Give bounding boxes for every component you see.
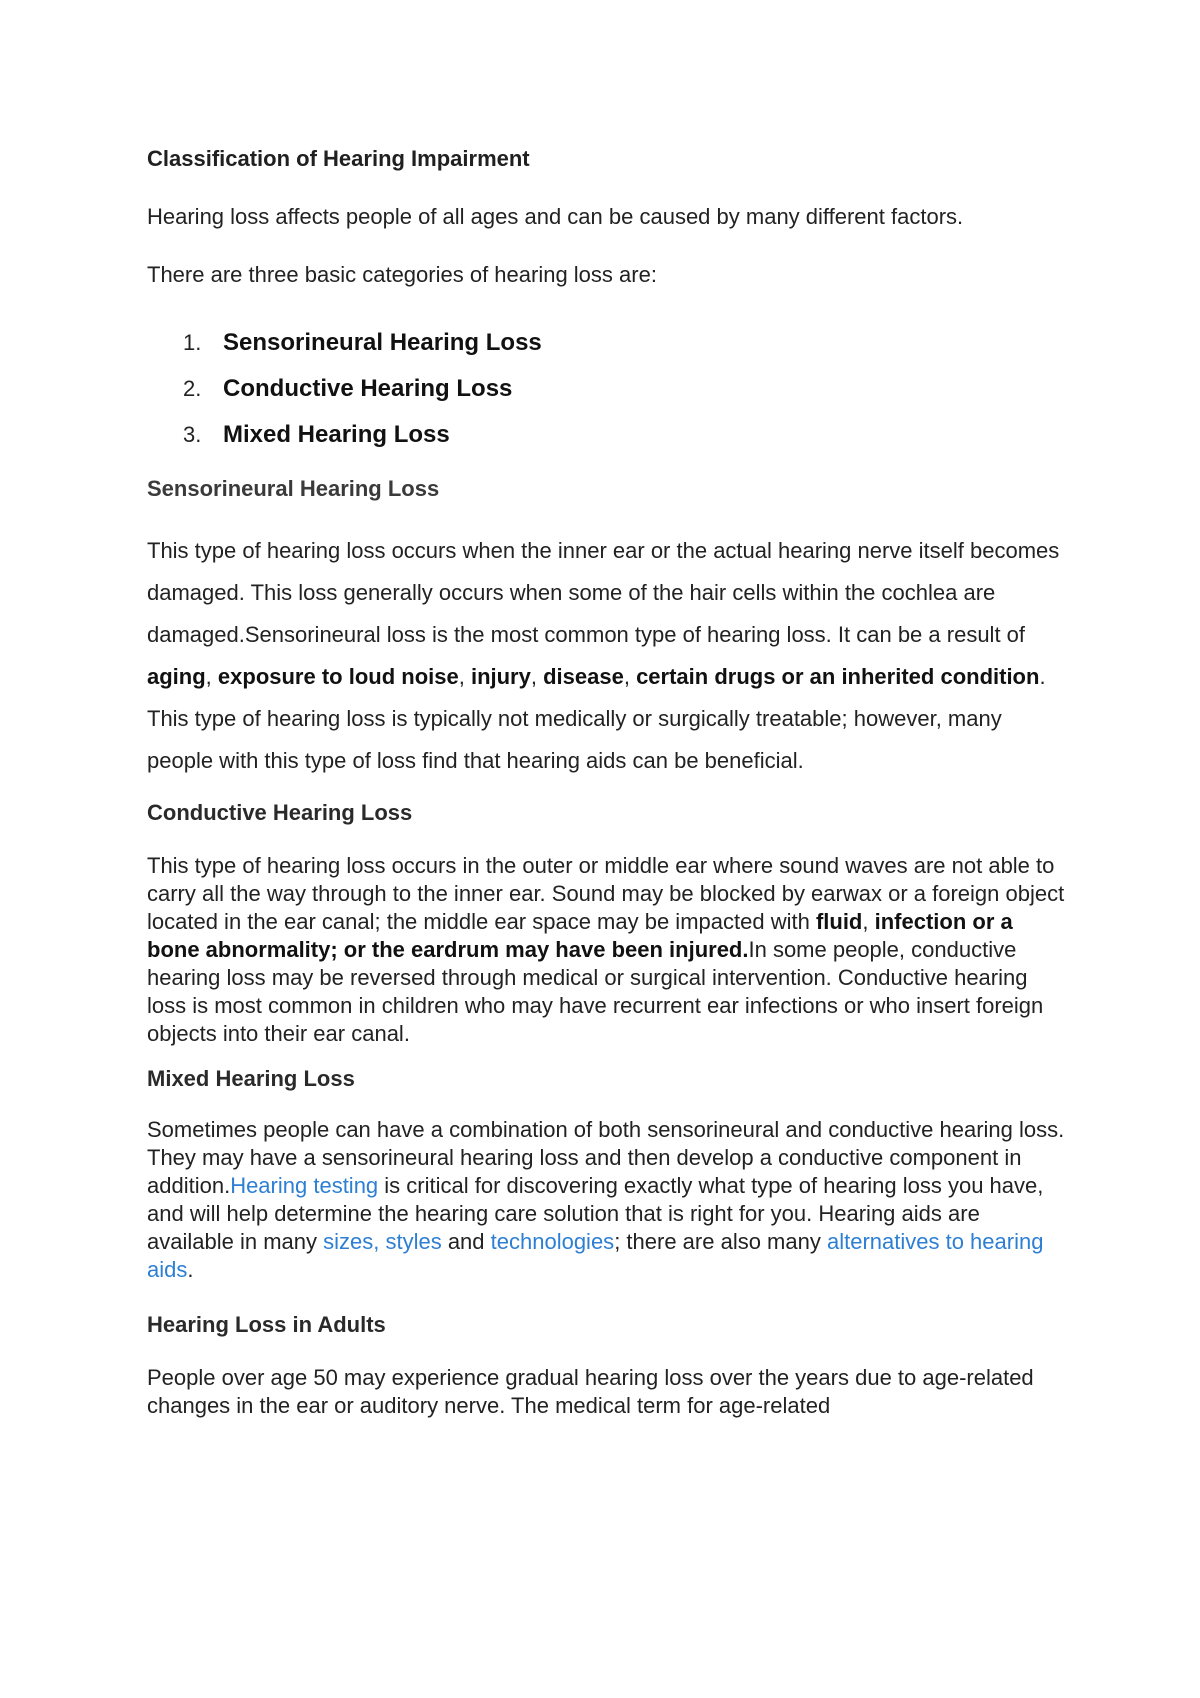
conductive-paragraph xyxy=(147,852,1067,1048)
text-run: In some people, conductive hearing loss may be reversed through medical or surgical intervention. Conductive hearing loss is most common in children who may have recurrent ear infections or who insert foreign objects into their ear canal. xyxy=(147,937,1044,1046)
sizes-styles-link[interactable]: sizes, styles xyxy=(323,1229,442,1254)
text-run: ; there are also many xyxy=(614,1229,827,1254)
text-run: is critical for discovering exactly what type of hearing loss you have, and will help determine the hearing care solution that is right for you. Hearing aids are available in many xyxy=(147,1173,1044,1254)
bold-loud-noise: exposure to loud noise xyxy=(217,664,459,689)
text-run: Sometimes people can have a combination of both sensorineural and conductive hearing loss. They may have a sensorineural hearing loss and then develop a conductive component in addition. xyxy=(147,1117,1065,1198)
list-item-label: Conductive Hearing Loss xyxy=(223,375,513,402)
bold-infection: infection or a bone abnormality; or the eardrum may have been injured. xyxy=(147,909,1013,962)
list-item-label: Mixed Hearing Loss xyxy=(223,421,450,448)
text-run: This type of hearing loss occurs when the inner ear or the actual hearing nerve itself becomes damaged. This loss generally occurs when some of the hair cells within the cochlea are damaged.Sensorineural loss is the most common type of hearing loss. It can be a result of xyxy=(147,538,1060,647)
text-run: , xyxy=(458,664,471,689)
list-item-label: Sensorineural Hearing Loss xyxy=(223,329,542,356)
list-item xyxy=(147,412,1067,458)
document-body xyxy=(147,144,1067,1420)
list-number: 2. xyxy=(183,376,202,401)
bold-aging: aging xyxy=(147,664,206,689)
intro-paragraph: Hearing loss affects people of all ages and can be caused by many different factors. xyxy=(147,204,964,229)
text-run: , xyxy=(205,664,218,689)
list-item xyxy=(147,320,1067,366)
sensorineural-paragraph xyxy=(147,530,1067,782)
mixed-paragraph xyxy=(147,1116,1067,1284)
technologies-link[interactable]: technologies xyxy=(490,1229,615,1254)
bold-fluid: fluid xyxy=(815,909,863,934)
list-number: 3. xyxy=(183,422,202,447)
section-heading-sensorineural: Sensorineural Hearing Loss xyxy=(147,476,440,501)
alternatives-link[interactable]: alternatives to hearing aids xyxy=(147,1229,1044,1282)
section-heading-mixed: Mixed Hearing Loss xyxy=(147,1066,355,1091)
text-run: , xyxy=(862,909,875,934)
text-run: , xyxy=(530,664,544,689)
bold-drugs-condition: certain drugs or an inherited condition xyxy=(636,664,1040,689)
hearing-testing-link[interactable]: Hearing testing xyxy=(230,1173,379,1198)
text-run: , xyxy=(623,664,637,689)
list-item xyxy=(147,366,1067,412)
list-number: 1. xyxy=(183,330,202,355)
bold-disease: disease xyxy=(543,664,624,689)
document-title: Classification of Hearing Impairment xyxy=(147,146,530,171)
text-run: . xyxy=(187,1257,194,1282)
text-run: . This type of hearing loss is typically not medically or surgically treatable; however, many people with this type of loss find that hearing aids can be beneficial. xyxy=(147,664,1046,773)
categories-list xyxy=(147,320,1067,458)
adults-paragraph: People over age 50 may experience gradual hearing loss over the years due to age-related changes in the ear or auditory nerve. The medical term for age-related xyxy=(147,1365,1034,1418)
categories-intro: There are three basic categories of hearing loss are: xyxy=(147,262,657,287)
text-run: This type of hearing loss occurs in the outer or middle ear where sound waves are not able to carry all the way through to the inner ear. Sound may be blocked by earwax or a foreign object located in the ear canal; the middle ear space may be impacted with xyxy=(147,853,1065,934)
text-run: and xyxy=(441,1229,491,1254)
bold-injury: injury xyxy=(470,664,531,689)
section-heading-adults: Hearing Loss in Adults xyxy=(147,1312,386,1337)
section-heading-conductive: Conductive Hearing Loss xyxy=(147,800,413,825)
